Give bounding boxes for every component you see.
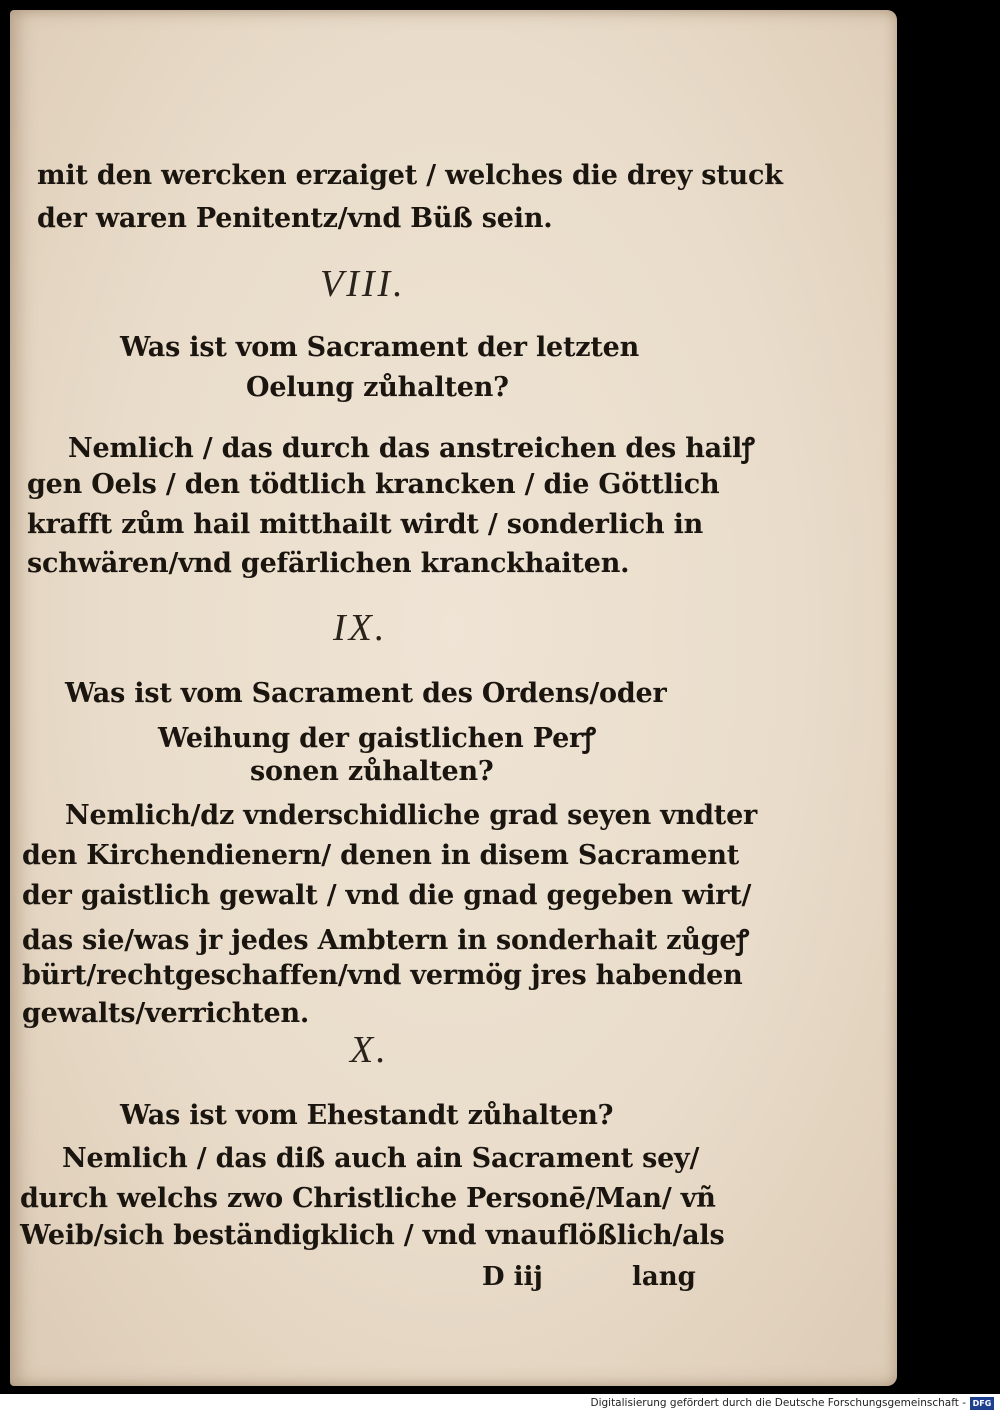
text-line: bürt/rechtgeschaffen/vnd vermög jres habenden [22, 960, 743, 991]
question-heading: Was ist vom Sacrament der letzten [120, 332, 640, 363]
question-heading: Was ist vom Ehestandt zůhalten? [120, 1100, 614, 1131]
text-line: den Kirchendienern/ denen in disem Sacrament [22, 840, 740, 871]
text-line: gen Oels / den tödtlich krancken / die Göttlich [27, 469, 720, 500]
text-line: der waren Penitentz/vnd Büß sein. [37, 203, 553, 234]
section-numeral: X. [350, 1029, 389, 1071]
text-line: gewalts/verrichten. [22, 998, 310, 1029]
funding-credit: Digitalisierung gefördert durch die Deutsche Forschungsgemeinschaft - [590, 1397, 966, 1409]
text-line: schwären/vnd gefärlichen kranckhaiten. [27, 548, 630, 579]
text-line: Nemlich / das diß auch ain Sacrament sey/ [62, 1143, 700, 1174]
signature-mark: D iij [482, 1262, 543, 1292]
text-line: krafft zům hail mitthailt wirdt / sonderlich in [27, 509, 704, 540]
question-heading: Was ist vom Sacrament des Ordens/oder [65, 678, 667, 709]
text-line: mit den wercken erzaiget / welches die drey stuck [37, 160, 783, 191]
question-heading: Weihung der gaistlichen Perꝭ [158, 723, 596, 754]
section-numeral: VIII. [320, 263, 406, 305]
dfg-logo-icon: DFG [970, 1397, 994, 1410]
question-heading: Oelung zůhalten? [246, 372, 509, 403]
text-line: durch welchs zwo Christliche Personē/Man/ vñ [20, 1183, 716, 1214]
question-heading: sonen zůhalten? [250, 756, 494, 787]
text-line: Weib/sich beständigklich / vnd vnauflößlich/als [20, 1220, 725, 1251]
text-line: das sie/was jr jedes Ambtern in sonderhait zůgeꝭ [22, 925, 749, 956]
text-line: Nemlich/dz vnderschidliche grad seyen vndter [65, 800, 758, 831]
book-page [10, 10, 897, 1386]
footer-bar [0, 1394, 1000, 1414]
text-line: der gaistlich gewalt / vnd die gnad gegeben wirt/ [22, 880, 752, 911]
text-line: Nemlich / das durch das anstreichen des hailꝭ [68, 433, 755, 464]
section-numeral: IX. [333, 607, 388, 649]
catchword: lang [632, 1262, 696, 1292]
